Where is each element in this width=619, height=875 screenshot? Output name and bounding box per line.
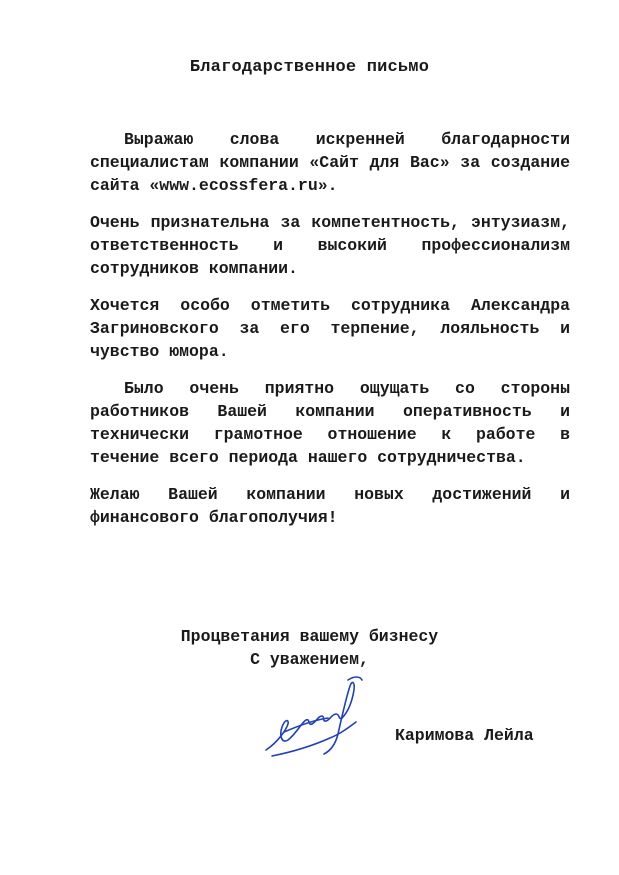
paragraph-wishes: Желаю Вашей компании новых достижений и финансового благополучия! (90, 485, 570, 527)
closing-regards: С уважением, (250, 650, 369, 669)
signature-stroke-flourish (348, 677, 362, 680)
paragraph-appreciation: Очень признательна за компетентность, энтузиазм, ответственность и высокий профессионализм сотрудников компании. (90, 213, 570, 278)
paragraph-cooperation: Было очень приятно ощущать со стороны работников Вашей компании оперативность и технически грамотное отношение к работе в течение всего периода нашего сотрудничества. (90, 379, 570, 467)
closing-wish: Процветания вашему бизнесу (180, 627, 439, 646)
paragraph-gratitude: Выражаю слова искренней благодарности специалистам компании «Сайт для Вас» за создание сайта «www.ecossfera.ru». (90, 130, 570, 195)
letter-title: Благодарственное письмо (189, 58, 430, 77)
handwritten-signature (258, 672, 368, 764)
letter-body (90, 128, 570, 543)
paragraph-employee-mention: Хочется особо отметить сотрудника Александра Загриновского за его терпение, лояльность и чувство юмора. (90, 296, 570, 361)
signature-stroke-main (266, 714, 342, 750)
signer-name: Каримова Лейла (395, 726, 534, 745)
signature-stroke-underline (272, 722, 356, 756)
closing-block (0, 625, 619, 671)
